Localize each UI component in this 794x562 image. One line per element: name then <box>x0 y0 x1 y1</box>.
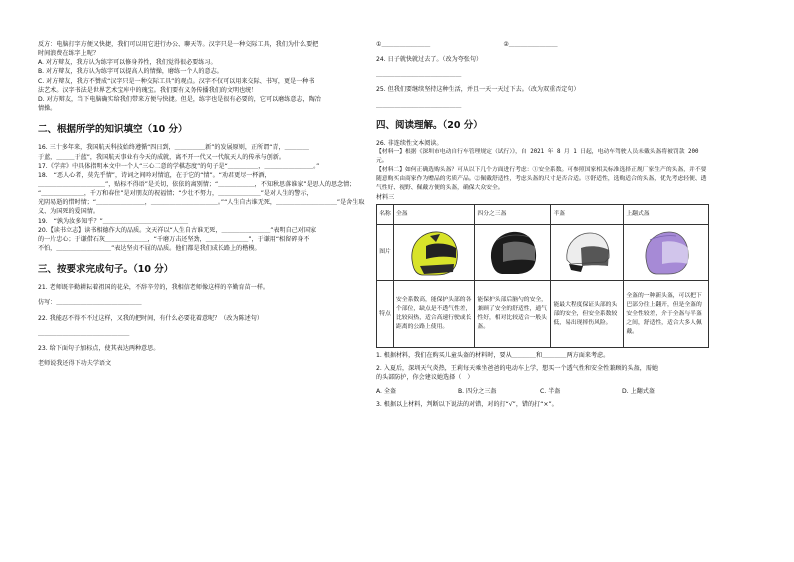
section-3-body <box>38 283 388 368</box>
sentence-to-punctuate: 老师说我还得下功夫学语文 <box>38 360 112 368</box>
choice-options <box>376 387 709 396</box>
question-22: 22. 我能忍不得不不过这样，又我的把时间，有什么必要花着意呢？（改为陈述句） <box>38 314 263 322</box>
three-quarter-helmet-icon <box>485 228 541 278</box>
option-b: B. 对方辩友，我方认为练字可以提高人的情操，磨练一个人的意志。 <box>38 68 223 76</box>
question-26-3: 3. 根据以上材料，判断以下说法的对错，对的打“√”，错的打“×”。 <box>376 400 558 408</box>
answer-line: ＿＿＿＿＿＿＿＿＿＿＿＿＿＿＿ <box>38 329 130 337</box>
helmet-name-half: 半盔 <box>551 205 624 225</box>
text-line: 情操。 <box>38 104 57 112</box>
debate-options <box>38 40 388 113</box>
answer-line: ＿＿＿＿＿＿＿＿＿＿＿＿＿＿ <box>376 71 462 79</box>
helmet-name-flip-up: 上翻式盔 <box>624 205 709 225</box>
text-line: 法艺术。汉字书法是世界艺术宝库中的瑰宝。我们要有义务传播我们的文明也统！ <box>38 86 258 94</box>
helmet-table <box>376 204 709 348</box>
question-19: 19. “孰为汝多知乎？”＿＿＿＿＿＿＿＿＿＿＿＿＿＿ <box>38 217 189 225</box>
helmet-picture-half <box>551 225 624 281</box>
full-helmet-icon <box>406 228 462 278</box>
helmet-name-three-quarter: 四分之三盔 <box>475 205 551 225</box>
helmet-feature-three-quarter: 能保护头部后脑勺的安全，兼顾了安全的舒适性，通气性好，相对比较适合一般头盔。 <box>475 281 551 348</box>
text-line: 的头部防护，你会建议她选择（ ） <box>376 374 474 382</box>
helmet-feature-half: 能最大程度保证头部的头部的安全，但安全系数较低，易出现摔伤风险。 <box>551 281 624 348</box>
table-row <box>377 281 709 348</box>
question-26-2: 2. 入夏后，深圳天气炎热，王莉每天乘坐爸爸的电动车上学，想买一个透气性和安全性兼顾的头盔，需她 <box>376 365 658 373</box>
section-4-title: 四、阅读理解。（20 分） <box>376 119 483 131</box>
half-helmet-icon <box>559 228 615 278</box>
section-2-body <box>38 143 388 253</box>
choice-a[interactable]: A. 全盔 <box>376 387 397 395</box>
text-line: 义、为国死的爱国情。 <box>38 208 99 216</box>
table-row <box>377 205 709 225</box>
material-two: 【材料二】如何正确选购头盔？可从以下几个方面进行考虑：①安全系数。可参照国家相关标准选择正规厂家生产的头盔，并不要随意购买由商家作为赠品的劣质产品。②佩戴舒适性，考虑头盔的尺寸是否合适。③舒适性，选购适合的头盔，优先考虑轻便、透气性好、视野、佩戴方便的头盔，确保大众安全。 <box>376 167 707 192</box>
section-3-title: 三、按要求完成句子。（10 分） <box>38 264 174 276</box>
text-line: 不怕，＿＿＿＿＿＿＿＿＿”表达坚贞不屈的品质。他们都是我们成长路上的楷模。 <box>38 244 261 252</box>
question-25: 25. 但我们要继续坚持这种生活，并且一天一天过下去。（改为双重否定句） <box>376 86 580 94</box>
question-18: 18. “恶人心者，莫先乎情”，诗词之间吟对情谊，在于它的“情”。“劝君更尽一杯酒， <box>38 171 271 179</box>
answer-line: ＿＿＿＿＿＿＿＿＿＿＿＿＿＿ <box>376 101 462 109</box>
helmet-name-full: 全盔 <box>394 205 475 225</box>
text-line: 反方：电脑打字方便又快捷，我们可以用它进行办公、聊天等。汉字只是一种交际工具，我们为什么要把 <box>38 41 319 48</box>
question-21: 21. 老师既辛勤耕耘着祖国的花朵，不辞辛劳的，我相信老师像这样的辛勤育苗一样。 <box>38 284 270 292</box>
helmet-feature-flip-up: 全盔的一种新头盔，可以把下巴部分往上翻开，但是全盔的安全性较差，介于全盔与半盔之间，舒适性，适合大多人佩戴。 <box>624 281 709 348</box>
question-24: 24. 日子就快就过去了。（改为夸张句） <box>376 56 483 64</box>
answer-blanks: ①＿＿＿＿＿＿＿＿ ②＿＿＿＿＿＿＿＿ <box>376 41 558 48</box>
helmet-feature-full: 安全系数高，能保护头部的各个部位，缺点是不透气性差，比较闷热，适合高速行驶或长距离的公路上使用。 <box>394 281 475 348</box>
answer-line: 仿写：＿＿＿＿＿＿＿＿＿＿＿＿＿＿ <box>38 299 142 307</box>
text-line: 的一片忠心；于谦借石灰＿＿＿＿＿＿＿，“千磨万击还坚劲，＿＿＿＿＿＿＿”，于谦用“相留碎身不 <box>38 235 310 243</box>
row-label-name: 名称 <box>377 205 394 225</box>
option-a: A. 对方辩友，我方认为练字可以修身养性，我们觉得很必要练习。 <box>38 59 217 67</box>
question-17: 17.《学弈》中具体指明本文中一个人“三心二意的学棋态度”的句子是“＿＿＿＿＿，＿＿＿＿＿＿＿＿。” <box>38 162 320 170</box>
choice-b[interactable]: B. 四分之三盔 <box>458 387 497 395</box>
row-label-picture: 图片 <box>377 225 394 281</box>
right-column <box>376 40 709 409</box>
row-label-features: 特点 <box>377 281 394 348</box>
material-three-label: 材料三 <box>376 194 395 202</box>
text-line: “＿＿＿＿＿＿＿，千万和春住”是对朋友的祝福情；“少壮不努力，＿＿＿＿＿＿＿”是对人生的警示， <box>38 190 313 198</box>
question-16: 16. 三十多年来，我国航天科技始终遵循“四日到，＿＿＿＿＿新”的发展原则，正所谓“青，＿＿＿＿ <box>38 144 309 152</box>
question-26: 26. 非连续性文本阅读。 <box>376 139 443 147</box>
text-line: 光阴易逝的惜时情；“＿＿＿＿＿＿＿＿，＿＿＿＿＿＿＿＿＿＿＿。”“人生自古谁无死，＿＿＿＿＿＿＿＿＿＿”是舍生取 <box>38 199 365 207</box>
table-row <box>377 225 709 281</box>
question-26-1: 1. 根据材料，我们在购买儿童头盔的材料时，要从＿＿＿＿和＿＿＿＿两方面来考虑。 <box>376 352 610 360</box>
helmet-picture-three-quarter <box>475 225 551 281</box>
text-line: 于蓝，＿＿＿于蓝”，我国航天事业有今天的成就，离不开一代又一代航天人的传承与创新。 <box>38 153 285 161</box>
section-2-title: 二、根据所学的知识填空（10 分） <box>38 124 188 136</box>
text-line: ＿＿＿＿＿＿＿＿＿＿＿”，贴标不得语”是关切，依依的离别情；“＿＿＿＿＿＿，不知秋思落谁家”是思人的思念情； <box>38 180 356 188</box>
option-d: D. 对方辩友，当下电脑确实给我们带来方便与快捷。但是，练字也是很有必要的，它可以磨练意志，陶冶 <box>38 95 321 103</box>
flip-up-helmet-icon <box>638 228 694 278</box>
helmet-picture-flip-up <box>624 225 709 281</box>
choice-c[interactable]: C. 半盔 <box>540 387 561 395</box>
material-one: 【材料一】根据《深圳市电动自行车管理规定（试行）》，自 2021 年 8 月 1 日起，电动车驾驶人员未戴头盔将被罚款 200 元。 <box>376 149 699 165</box>
text-line: 时间浪费在练字上呢？ <box>38 50 99 58</box>
question-20: 20.【读书立志】读书相德作大的品质。文天祥以“人生自古谁无死，＿＿＿＿＿＿＿＿”表明自己对国家 <box>38 226 317 234</box>
choice-d[interactable]: D. 上翻式盔 <box>622 387 655 395</box>
helmet-picture-full <box>394 225 475 281</box>
option-c: C. 对方辩友，我方不赞成“汉字只是一种交际工具”的观点。汉字不仅可以用来交际、书写，更是一种书 <box>38 77 315 85</box>
left-column <box>38 40 388 368</box>
question-23: 23. 给下面句子加标点，使其表达两种意思。 <box>38 344 160 352</box>
